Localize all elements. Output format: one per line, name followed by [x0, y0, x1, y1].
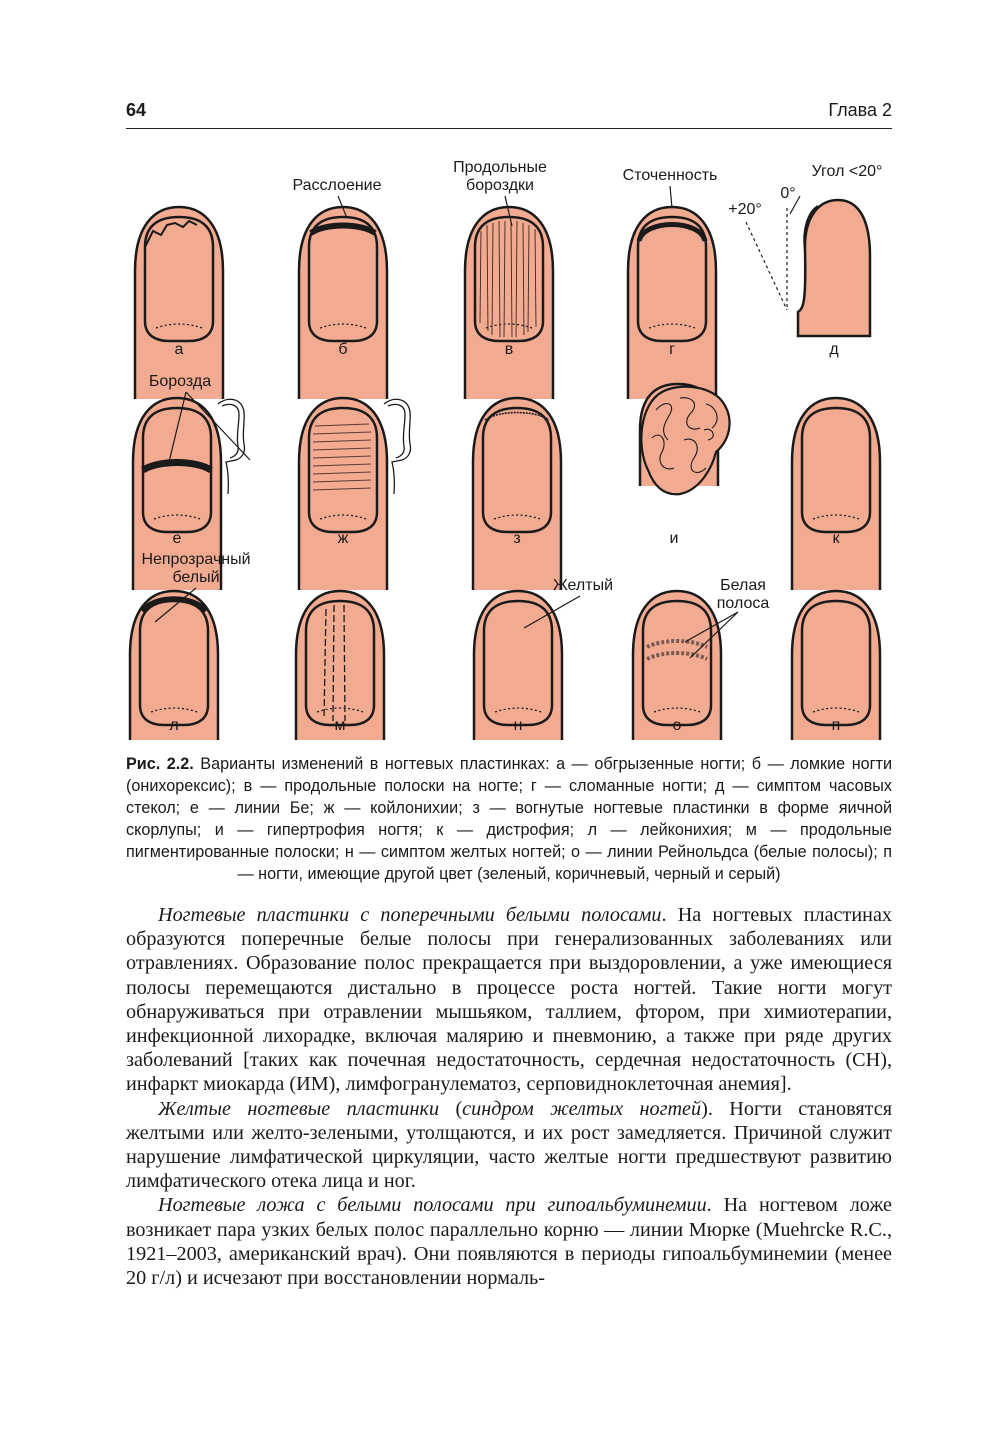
label-zheltyi: Желтый — [552, 577, 614, 594]
paragraph-3 — [126, 1193, 892, 1290]
nail-b — [299, 207, 387, 399]
body-text — [126, 903, 892, 1290]
nail-d — [746, 196, 870, 336]
nail-v — [465, 207, 553, 399]
nail-g — [628, 207, 716, 399]
nail-z — [473, 398, 561, 590]
letter-v: в — [504, 341, 514, 358]
letter-b: б — [338, 341, 348, 358]
nail-k — [792, 398, 880, 590]
letter-n: н — [513, 717, 523, 734]
letter-o: о — [672, 717, 682, 734]
letter-p: п — [831, 717, 841, 734]
letter-a: а — [174, 341, 184, 358]
label-stochennost: Сточенность — [622, 167, 718, 184]
nail-a — [135, 207, 223, 399]
p2-heading-2: синдром желтых ногтей — [462, 1097, 702, 1120]
p3-heading: Ногтевые ложа с белыми полосами при гипоальбуминемии — [158, 1194, 707, 1217]
label-rassloenie: Расслоение — [292, 177, 382, 194]
label-borozda: Борозда — [148, 373, 212, 390]
label-zero: 0° — [780, 185, 796, 202]
paragraph-2 — [126, 1097, 892, 1194]
paragraph-1 — [126, 903, 892, 1097]
letter-g: г — [669, 341, 675, 358]
label-prodolnye: Продольные — [453, 159, 547, 176]
letter-m: м — [334, 717, 346, 734]
page-header — [126, 98, 892, 129]
letter-zh: ж — [337, 530, 349, 547]
label-borozdki: бороздки — [466, 177, 534, 194]
letter-k: к — [832, 530, 840, 547]
caption-label: Рис. 2.2. — [126, 755, 194, 773]
nail-i — [640, 384, 730, 494]
label-ugol: Угол <20° — [811, 163, 883, 180]
chapter-title: Глава 2 — [828, 100, 892, 120]
p1-heading: Ногтевые пластинки с поперечными белыми полосами — [158, 904, 662, 926]
label-neprozrachnyi: Непрозрачный — [141, 551, 251, 568]
label-polosa: полоса — [716, 595, 770, 612]
nail-figure — [0, 150, 1000, 740]
letter-z: з — [513, 530, 521, 547]
p2-mid: ( — [439, 1097, 463, 1120]
page-number: 64 — [126, 100, 147, 120]
label-plus20: +20° — [728, 201, 762, 218]
label-belyi: белый — [172, 569, 220, 586]
letter-i: и — [669, 530, 679, 547]
letter-l: л — [169, 717, 179, 734]
p2-text: ). Ногти становятся желтыми или желто-зелеными, утолщаются, и их рост замедляется. Причиной служит нарушение лимфатической циркуляции, часто желтые ногти предшествуют развитию лимфатического отека лица и ног. — [126, 1097, 892, 1193]
figure-caption — [126, 753, 892, 885]
nail-zh — [299, 398, 387, 590]
p3-text: . На ногтевом ложе возникает пара узких белых полос параллельно корню — линии Мюрке (Muehrcke R.C., 1921–2003, американский врач). Они появляются в периоды гипоальбуминемии (менее 20 г/л) и исчезают при восстановлении нормаль- — [126, 1194, 892, 1290]
p1-text: . На ногтевых пластинах образуются поперечные белые полосы при генерализованных заболеваниях или отравлениях. Образование полос прекращается при выздоровлении, а уже имеющиеся полосы перемещаются дистально в процессе роста ногтей. Такие ногти могут обнаруживаться при отравлении мышьяком, таллием, фтором, при химиотерапии, инфекционной лихорадке, включая малярию и пневмонию, а также при ряде других заболеваний [таких как почечная недостаточность, сердечная недостаточность (СН), инфаркт миокарда (ИМ), лимфогранулематоз, серповидноклеточная анемия]. — [126, 904, 893, 1096]
label-belaya: Белая — [720, 577, 766, 594]
p2-heading: Желтые ногтевые пластинки — [158, 1097, 440, 1120]
letter-e: е — [172, 530, 182, 547]
caption-text: Варианты изменений в ногтевых пластинках: а — обгрызенные ногти; б — ломкие ногти (онихорексис); в — продольные полоски на ногте; г — сломанные ногти; д — симптом часовых стекол; е — линии Бе; ж — койлонихии; з — вогнутые ногтевые пластинки в форме яичной скорлупы; и — гипертрофия ногтя; к — дистрофия; л — лейконихия; м — продольные пигментированные полоски; н — симптом желтых ногтей; о — линии Рейнольдса (белые полосы); п — ногти, имеющие другой цвет (зеленый, коричневый, черный и серый) — [126, 755, 892, 883]
letter-d: д — [829, 341, 839, 358]
